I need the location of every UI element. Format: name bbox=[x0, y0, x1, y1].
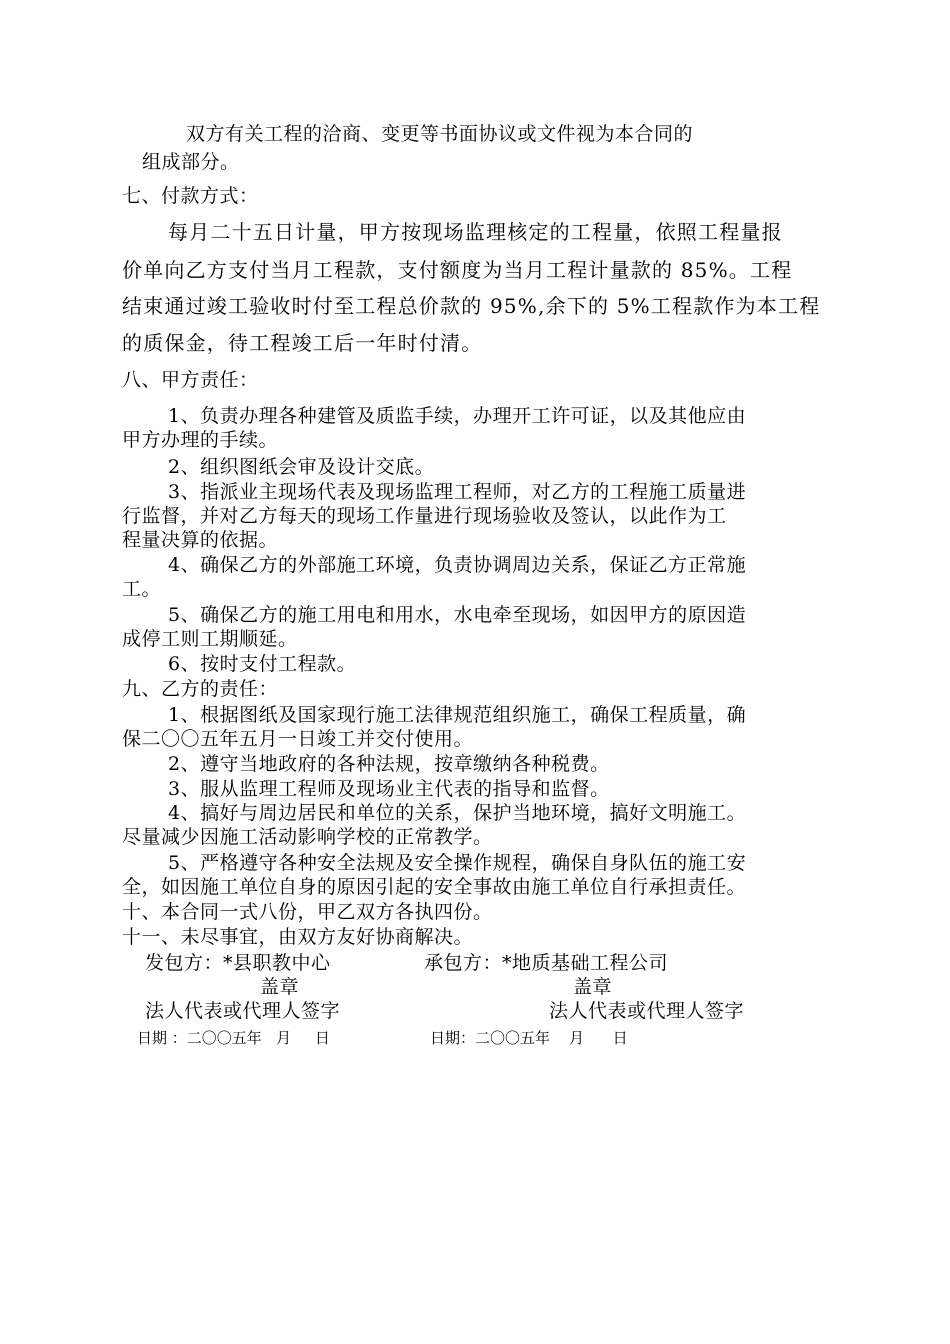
section-8-line-2: 甲方办理的手续。 bbox=[122, 429, 279, 451]
section-8-line-8: 工。 bbox=[122, 578, 162, 600]
section-8-line-10: 成停工则工期顺延。 bbox=[122, 628, 298, 650]
section-10: 十、本合同一式八份，甲乙双方各执四份。 bbox=[122, 901, 493, 923]
section-8-line-5: 行监督，并对乙方每天的现场工作量进行现场验收及签认，以此作为工 bbox=[122, 505, 727, 527]
intro-line-2: 组成部分。 bbox=[142, 151, 240, 173]
section-8-line-11: 6、按时支付工程款。 bbox=[168, 653, 357, 675]
intro-line-1: 双方有关工程的洽商、变更等书面协议或文件视为本合同的 bbox=[186, 123, 694, 145]
section-7-line-2: 价单向乙方支付当月工程款，支付额度为当月工程计量款的 85%。工程 bbox=[122, 258, 793, 282]
section-8-line-7: 4、确保乙方的外部施工环境，负责协调周边关系，保证乙方正常施 bbox=[168, 554, 747, 576]
section-8-line-6: 程量决算的依据。 bbox=[122, 529, 279, 551]
contractor-seal: 盖章 bbox=[573, 976, 613, 998]
section-9-line-3: 2、遵守当地政府的各种法规，按章缴纳各种税费。 bbox=[168, 753, 610, 775]
contractor-date: 日期：二〇〇五年 月 日 bbox=[430, 1029, 628, 1047]
section-8-line-1: 1、负责办理各种建管及质监手续，办理开工许可证，以及其他应由 bbox=[168, 405, 747, 427]
section-8-line-9: 5、确保乙方的施工用电和用水，水电牵至现场，如因甲方的原因造 bbox=[168, 604, 747, 626]
section-7-line-3: 结束通过竣工验收时付至工程总价款的 95%,余下的 5%工程款作为本工程 bbox=[122, 294, 821, 318]
section-8-heading: 八、甲方责任： bbox=[122, 369, 259, 391]
client-seal: 盖章 bbox=[260, 976, 300, 998]
section-9-line-7: 5、严格遵守各种安全法规及安全操作规程，确保自身队伍的施工安 bbox=[168, 852, 747, 874]
section-8-line-4: 3、指派业主现场代表及现场监理工程师，对乙方的工程施工质量进 bbox=[168, 481, 747, 503]
client-date: 日期 ：二〇〇五年 月 日 bbox=[137, 1029, 330, 1047]
section-7-line-1: 每月二十五日计量，甲方按现场监理核定的工程量，依照工程量报 bbox=[168, 220, 783, 244]
section-9-line-1: 1、根据图纸及国家现行施工法律规范组织施工，确保工程质量，确 bbox=[168, 704, 747, 726]
section-8-line-3: 2、组织图纸会审及设计交底。 bbox=[168, 456, 435, 478]
client-representative: 法人代表或代理人签字 bbox=[145, 1000, 341, 1022]
contractor-party: 承包方：*地质基础工程公司 bbox=[424, 952, 669, 974]
section-9-line-2: 保二〇〇五年五月一日竣工并交付使用。 bbox=[122, 728, 474, 750]
section-7-line-4: 的质保金，待工程竣工后一年时付清。 bbox=[122, 331, 483, 355]
section-9-line-6: 尽量减少因施工活动影响学校的正常教学。 bbox=[122, 826, 493, 848]
contractor-representative: 法人代表或代理人签字 bbox=[549, 1000, 745, 1022]
section-9-line-4: 3、服从监理工程师及现场业主代表的指导和监督。 bbox=[168, 778, 610, 800]
section-9-line-5: 4、搞好与周边居民和单位的关系，保护当地环境，搞好文明施工。 bbox=[168, 802, 747, 824]
section-11: 十一、未尽事宜，由双方友好协商解决。 bbox=[122, 926, 474, 948]
section-7-heading: 七、付款方式： bbox=[122, 185, 259, 207]
section-9-heading: 九、乙方的责任： bbox=[122, 678, 279, 700]
client-party: 发包方：*县职教中心 bbox=[145, 952, 331, 974]
section-9-line-8: 全，如因施工单位自身的原因引起的安全事故由施工单位自行承担责任。 bbox=[122, 876, 747, 898]
